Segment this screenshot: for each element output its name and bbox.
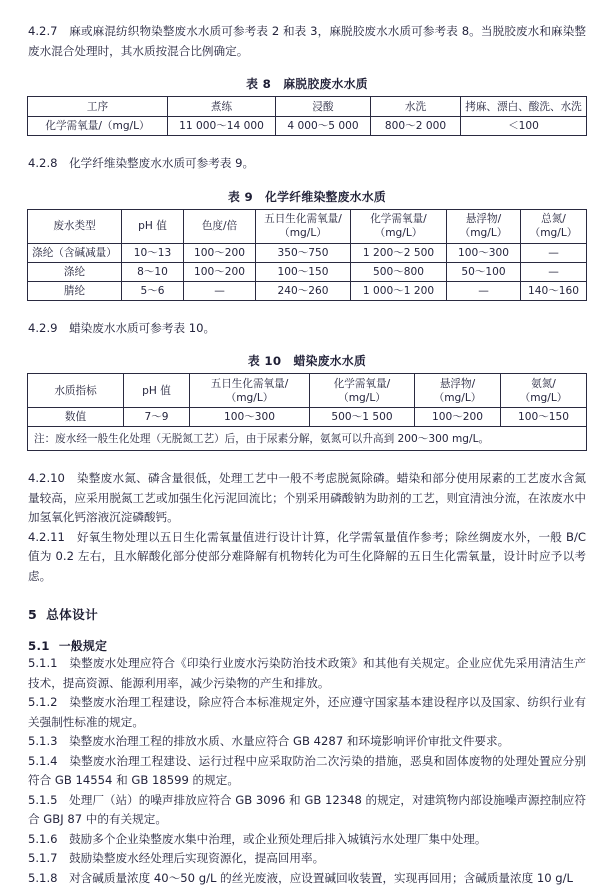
table10-cell: 100～150 xyxy=(501,408,587,427)
header-line2: （mg/L） xyxy=(311,391,413,405)
table8-header-row xyxy=(28,97,587,117)
table9-cell: — xyxy=(521,243,587,262)
table10-header-row xyxy=(28,374,587,408)
table8-cell: ＜100 xyxy=(461,117,587,136)
table9-cell: 100～200 xyxy=(184,262,256,281)
table9-cell: 涤纶 xyxy=(28,262,122,281)
table10-cell: 7～9 xyxy=(124,408,190,427)
table10-header-cell xyxy=(310,374,415,408)
header-line1: 悬浮物/ xyxy=(416,377,499,391)
table9-header-cell xyxy=(28,209,122,243)
section-heading-5 xyxy=(28,604,614,623)
header-line1: 废水类型 xyxy=(29,219,120,233)
header-line1: 氨氮/ xyxy=(502,377,585,391)
table10-note: 注：废水经一般生化处理（无脱氮工艺）后，由于尿素分解，氨氮可以升高到 200～300 mg/L。 xyxy=(28,427,587,451)
subsection-heading-5-1 xyxy=(28,637,614,654)
table8-cell: 4 000～5 000 xyxy=(276,117,371,136)
subsection-number: 5.1 xyxy=(28,639,50,653)
header-line1: 化学需氧量/ xyxy=(352,212,445,226)
table-row xyxy=(28,117,587,136)
spacer-before-table10 xyxy=(0,338,614,352)
clause-5-1-5: 5.1.5 处理厂（站）的噪声排放应符合 GB 3096 和 GB 12348 的规定，对建筑物内部设施噪声源控制应符合 GBJ 87 中的有关规定。 xyxy=(28,791,586,830)
header-line2: （mg/L） xyxy=(257,226,349,240)
spacer-after-section5 xyxy=(0,623,614,637)
header-line2: （mg/L） xyxy=(502,391,585,405)
table8-header-cell: 拷麻、漂白、酸洗、水洗 xyxy=(461,97,587,117)
spacer-after-table8 xyxy=(0,136,614,154)
header-line2: （mg/L） xyxy=(448,226,519,240)
table9-cell: 腈纶 xyxy=(28,281,122,300)
table9-cell: 240～260 xyxy=(256,281,351,300)
table9-header-cell xyxy=(521,209,587,243)
header-line1: 化学需氧量/ xyxy=(311,377,413,391)
clause-4-2-11: 4.2.11 好氧生物处理以五日生化需氧量值进行设计计算，化学需氧量值作参考；除丝绸废水外，一般 B/C 值为 0.2 左右，且水解酸化部分使部分难降解有机物转化为可生化降解的五日生化需氧量，设计时应予以考虑。 xyxy=(28,528,586,587)
clause-5-1-6: 5.1.6 鼓励多个企业染整废水集中治理，或企业预处理后排入城镇污水处理厂集中处理。 xyxy=(28,830,586,850)
clause-4-2-9: 4.2.9 蜡染废水水质可参考表 10。 xyxy=(28,319,586,339)
clause-4-2-7: 4.2.7 麻或麻混纺织物染整废水水质可参考表 2 和表 3，麻脱胶废水水质可参考表 8。当脱胶废水和麻染整废水混合处理时，其水质按混合比例确定。 xyxy=(28,22,586,61)
section-title: 总体设计 xyxy=(46,607,98,622)
header-line2: （mg/L） xyxy=(191,391,308,405)
table10-header-cell xyxy=(415,374,501,408)
table8-cell: 800～2 000 xyxy=(371,117,461,136)
table10-caption: 表 10 蜡染废水水质 xyxy=(0,352,614,369)
clause-5-1-1: 5.1.1 染整废水处理应符合《印染行业废水污染防治技术政策》和其他有关规定。企业应优先采用清洁生产技术，提高资源、能源利用率，减少污染物的产生和排放。 xyxy=(28,654,586,693)
table9-cell: 100～200 xyxy=(184,243,256,262)
table9-cell: 140～160 xyxy=(521,281,587,300)
table-10 xyxy=(27,373,587,451)
header-line1: 水质指标 xyxy=(29,384,122,398)
table9-header-cell xyxy=(351,209,447,243)
header-line2: （mg/L） xyxy=(352,226,445,240)
table-row xyxy=(28,408,587,427)
table9-cell: 5～6 xyxy=(122,281,184,300)
table8-header-cell: 工序 xyxy=(28,97,168,117)
table9-cell: 500～800 xyxy=(351,262,447,281)
table10-cell: 500～1 500 xyxy=(310,408,415,427)
table8-caption: 表 8 麻脱胶废水水质 xyxy=(0,75,614,92)
header-line1: 总氮/ xyxy=(522,212,585,226)
table9-cell: 8～10 xyxy=(122,262,184,281)
header-line1: pH 值 xyxy=(123,219,182,233)
table9-caption: 表 9 化学纤维染整废水水质 xyxy=(0,188,614,205)
clause-5-1-2: 5.1.2 染整废水治理工程建设，除应符合本标准规定外，还应遵守国家基本建设程序以及国家、纺织行业有关强制性标准的规定。 xyxy=(28,693,586,732)
clause-4-2-8: 4.2.8 化学纤维染整废水水质可参考表 9。 xyxy=(28,154,586,174)
table10-note-row xyxy=(28,427,587,451)
table8-header-cell: 煮练 xyxy=(168,97,276,117)
spacer-after-table9 xyxy=(0,301,614,319)
table9-cell: 涤纶（含碱减量） xyxy=(28,243,122,262)
header-line1: pH 值 xyxy=(125,384,188,398)
table10-header-cell xyxy=(190,374,310,408)
subsection-title: 一般规定 xyxy=(59,639,107,653)
table10-header-cell xyxy=(28,374,124,408)
clause-5-1-7: 5.1.7 鼓励染整废水经处理后实现资源化，提高回用率。 xyxy=(28,849,586,869)
table9-header-cell xyxy=(184,209,256,243)
table-8 xyxy=(27,96,587,136)
spacer-after-table10 xyxy=(0,451,614,469)
spacer-before-table8 xyxy=(0,61,614,75)
clause-5-1-4: 5.1.4 染整废水治理工程建设、运行过程中应采取防治二次污染的措施，恶臭和固体废物的处理处置应分别符合 GB 14554 和 GB 18599 的规定。 xyxy=(28,752,586,791)
header-line1: 悬浮物/ xyxy=(448,212,519,226)
section-number: 5 xyxy=(28,607,37,622)
table9-cell: — xyxy=(184,281,256,300)
table8-cell: 11 000～14 000 xyxy=(168,117,276,136)
table8-header-cell: 浸酸 xyxy=(276,97,371,117)
table10-header-cell xyxy=(124,374,190,408)
table-9 xyxy=(27,209,587,301)
table9-header-cell xyxy=(122,209,184,243)
table9-cell: 100～150 xyxy=(256,262,351,281)
table9-cell: 100～300 xyxy=(447,243,521,262)
table-row xyxy=(28,262,587,281)
clause-5-1-8: 5.1.8 对含碱质量浓度 40～50 g/L 的丝光废液，应设置碱回收装置，实现再回用；含碱质量浓度 10 g/L xyxy=(28,869,586,888)
spacer-before-section5 xyxy=(0,586,614,604)
table9-cell: 10～13 xyxy=(122,243,184,262)
table9-header-cell xyxy=(256,209,351,243)
table9-cell: 350～750 xyxy=(256,243,351,262)
table10-cell: 100～200 xyxy=(415,408,501,427)
table-row xyxy=(28,243,587,262)
table-row xyxy=(28,281,587,300)
clause-4-2-10: 4.2.10 染整废水氮、磷含量很低，处理工艺中一般不考虑脱氮除磷。蜡染和部分使用尿素的工艺废水含氮量较高，应采用脱氮工艺或加强生化污泥回流比；个别采用磷酸钠为助剂的工艺，则宜清浊分流，在浓废水中加氢氧化钙溶液沉淀磷酸钙。 xyxy=(28,469,586,528)
table10-cell: 数值 xyxy=(28,408,124,427)
table9-cell: 50～100 xyxy=(447,262,521,281)
table9-header-row xyxy=(28,209,587,243)
table8-header-cell: 水洗 xyxy=(371,97,461,117)
clause-5-1-3: 5.1.3 染整废水治理工程的排放水质、水量应符合 GB 4287 和环境影响评价审批文件要求。 xyxy=(28,732,586,752)
header-line1: 五日生化需氧量/ xyxy=(191,377,308,391)
table9-cell: — xyxy=(521,262,587,281)
table9-header-cell xyxy=(447,209,521,243)
table9-cell: — xyxy=(447,281,521,300)
table8-cell: 化学需氧量/（mg/L） xyxy=(28,117,168,136)
header-line1: 色度/倍 xyxy=(185,219,254,233)
spacer-before-table9 xyxy=(0,174,614,188)
header-line1: 五日生化需氧量/ xyxy=(257,212,349,226)
table10-header-cell xyxy=(501,374,587,408)
header-line2: （mg/L） xyxy=(416,391,499,405)
top-spacer xyxy=(0,0,614,22)
table10-cell: 100～300 xyxy=(190,408,310,427)
table9-cell: 1 000～1 200 xyxy=(351,281,447,300)
header-line2: （mg/L） xyxy=(522,226,585,240)
table9-cell: 1 200～2 500 xyxy=(351,243,447,262)
